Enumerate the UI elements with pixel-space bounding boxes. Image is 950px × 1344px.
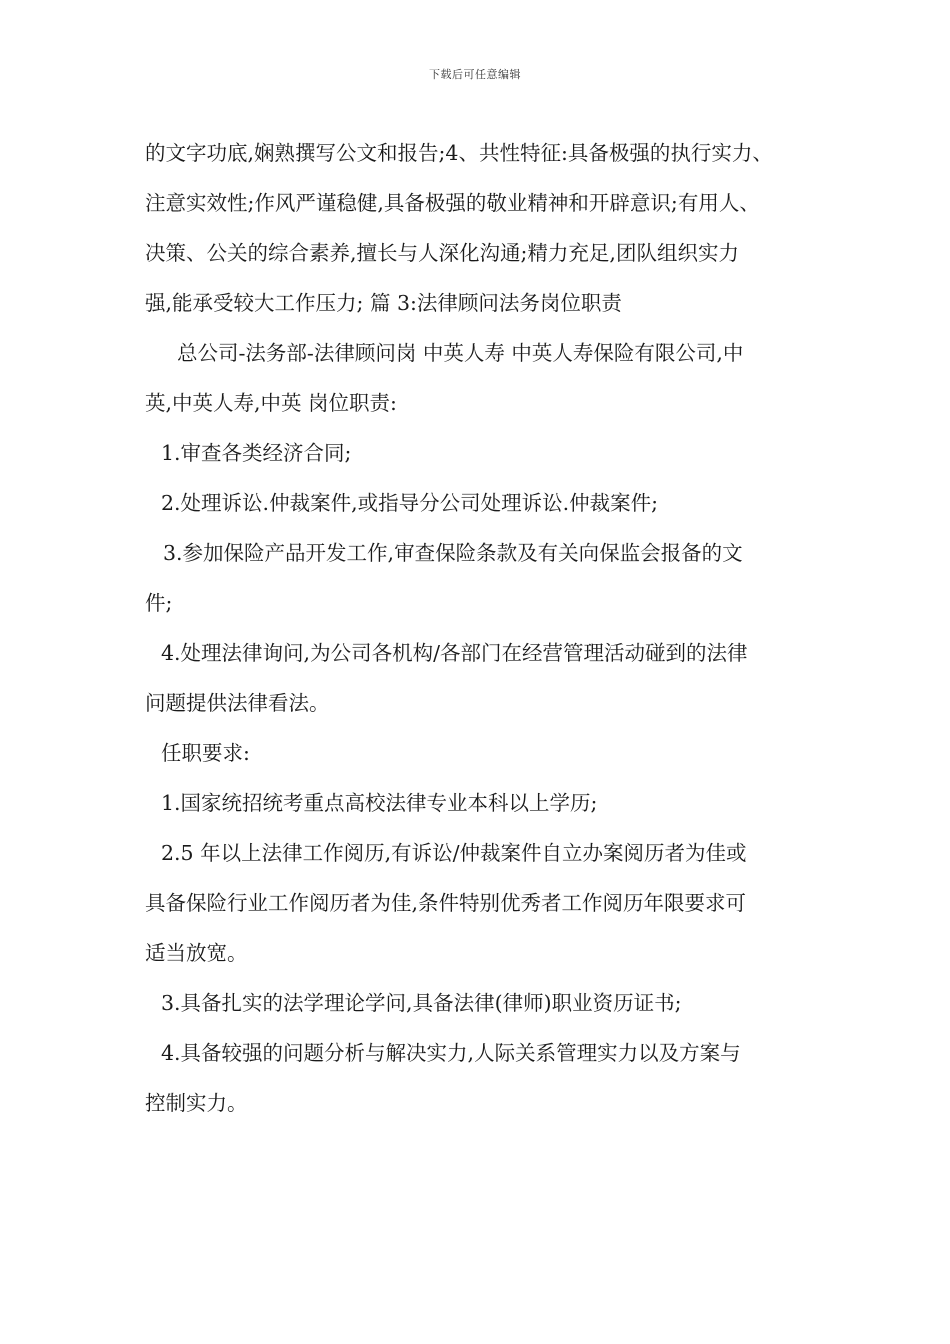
document-body xyxy=(145,128,815,1128)
list-item: 2.5 年以上法律工作阅历,有诉讼/仲裁案件自立办案阅历者为佳或 xyxy=(161,841,747,865)
text-line: 问题提供法律看法。 xyxy=(145,691,330,715)
text-line: 具备保险行业工作阅历者为佳,条件特别优秀者工作阅历年限要求可 xyxy=(145,891,747,915)
text-line: 总公司-法务部-法律顾问岗 中英人寿 中英人寿保险有限公司,中 xyxy=(177,341,744,365)
text-line: 英,中英人寿,中英 岗位职责: xyxy=(145,391,397,415)
list-item: 1.国家统招统考重点高校法律专业本科以上学历; xyxy=(161,791,598,815)
list-item: 2.处理诉讼.仲裁案件,或指导分公司处理诉讼.仲裁案件; xyxy=(161,491,659,515)
text-line: 强,能承受较大工作压力; 篇 3:法律顾问法务岗位职责 xyxy=(145,291,622,315)
list-item: 1.审查各类经济合同; xyxy=(161,441,352,465)
text-line: 的文字功底,娴熟撰写公文和报告;4、共性特征:具备极强的执行实力、 xyxy=(145,141,773,165)
list-item: 4.具备较强的问题分析与解决实力,人际关系管理实力以及方案与 xyxy=(161,1041,741,1065)
text-line: 决策、公关的综合素养,擅长与人深化沟通;精力充足,团队组织实力 xyxy=(145,241,739,265)
text-line: 注意实效性;作风严谨稳健,具备极强的敬业精神和开辟意识;有用人、 xyxy=(145,191,760,215)
list-item: 3.参加保险产品开发工作,审查保险条款及有关向保监会报备的文 xyxy=(163,541,743,565)
text-line: 控制实力。 xyxy=(145,1091,248,1115)
text-line: 件; xyxy=(145,591,173,615)
page-header: 下载后可任意编辑 xyxy=(429,68,521,81)
text-line: 适当放宽。 xyxy=(145,941,248,965)
section-heading: 任职要求: xyxy=(161,741,250,765)
list-item: 4.处理法律询问,为公司各机构/各部门在经营管理活动碰到的法律 xyxy=(161,641,748,665)
list-item: 3.具备扎实的法学理论学问,具备法律(律师)职业资历证书; xyxy=(161,991,682,1015)
